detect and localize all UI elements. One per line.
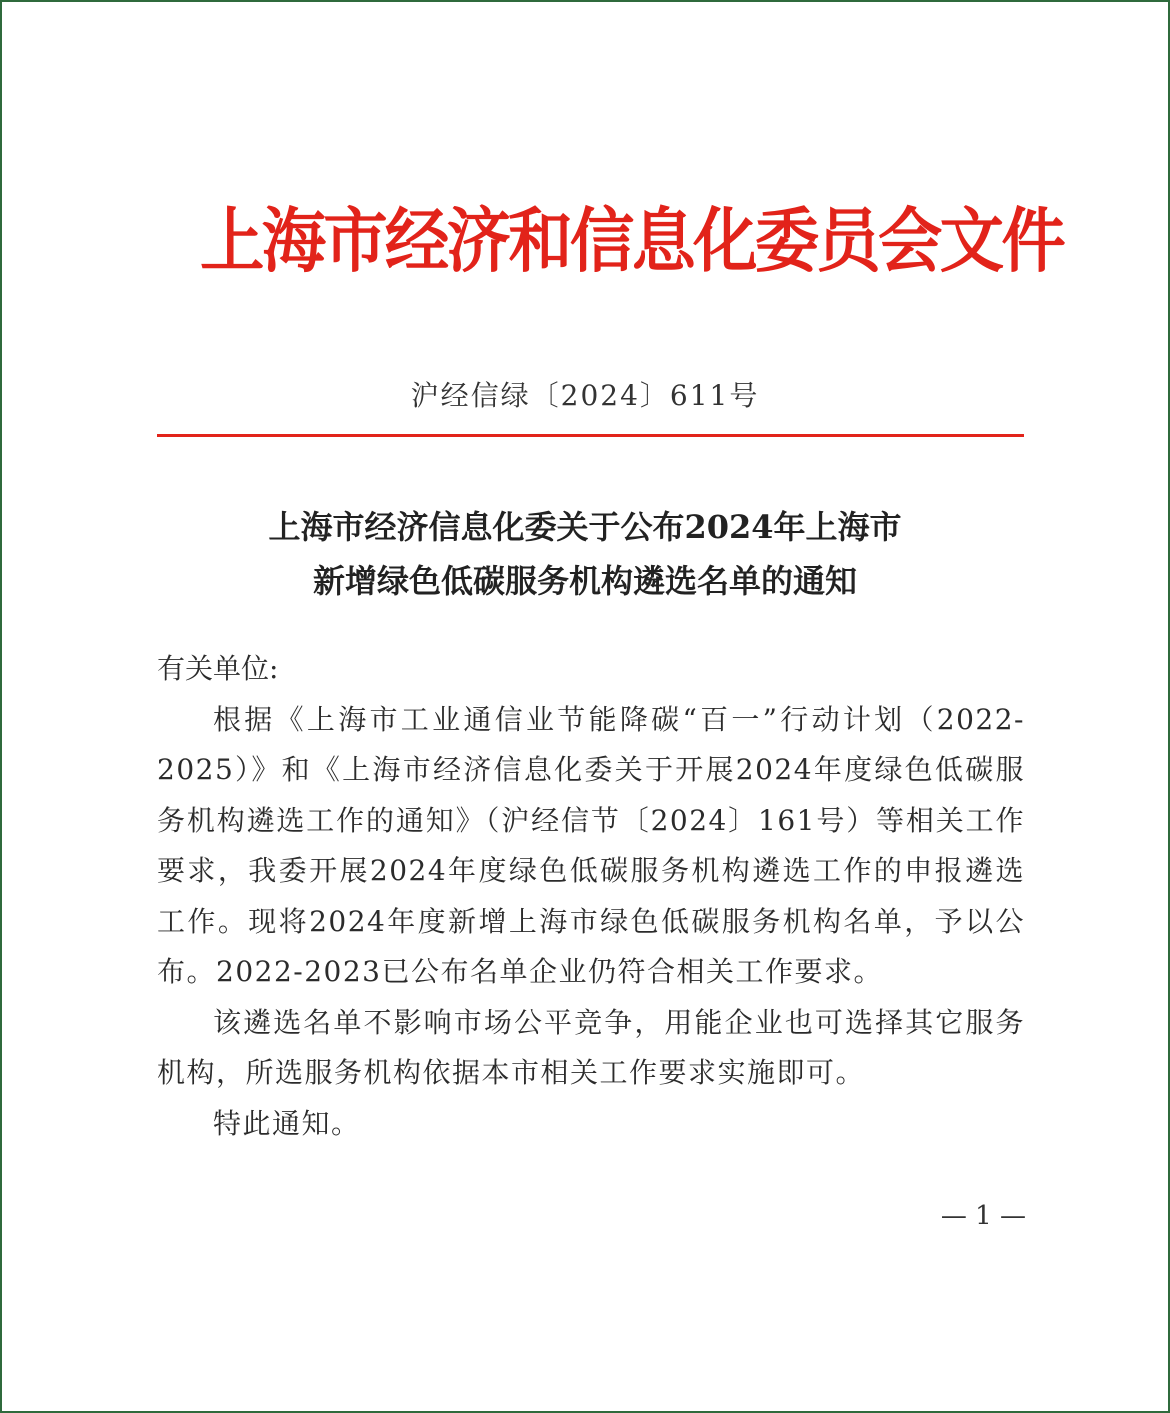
body-paragraph-2: 该遴选名单不影响市场公平竞争，用能企业也可选择其它服务机构，所选服务机构依据本市相关工作要求实施即可。 <box>157 1005 1025 1089</box>
page-number: — 1 — <box>940 1201 1026 1231</box>
notice-title-line-1: 上海市经济信息化委关于公布2024年上海市 <box>268 508 902 546</box>
issuer-title: 上海市经济和信息化委员会文件 <box>200 199 1063 282</box>
notice-body <box>157 644 1025 1149</box>
body-paragraph-1: 根据《上海市工业通信业节能降碳“百一”行动计划（2022-2025）》和《上海市经济信息化委关于开展2024年度绿色低碳服务机构遴选工作的通知》（沪经信节〔2024〕161号）等相关工作要求，我委开展2024年度绿色低碳服务机构遴选工作的申报遴选工作。现将2024年度新增上海市绿色低碳服务机构名单，予以公布。2022-2023已公布名单企业仍符合相关工作要求。 <box>157 702 1025 988</box>
notice-title-line-2: 新增绿色低碳服务机构遴选名单的通知 <box>312 562 857 600</box>
red-divider-line <box>157 434 1024 437</box>
notice-title <box>0 500 1170 608</box>
salutation: 有关单位: <box>157 652 279 685</box>
body-paragraph-3: 特此通知。 <box>213 1106 361 1140</box>
document-number: 沪经信绿〔2024〕611号 <box>410 379 760 412</box>
